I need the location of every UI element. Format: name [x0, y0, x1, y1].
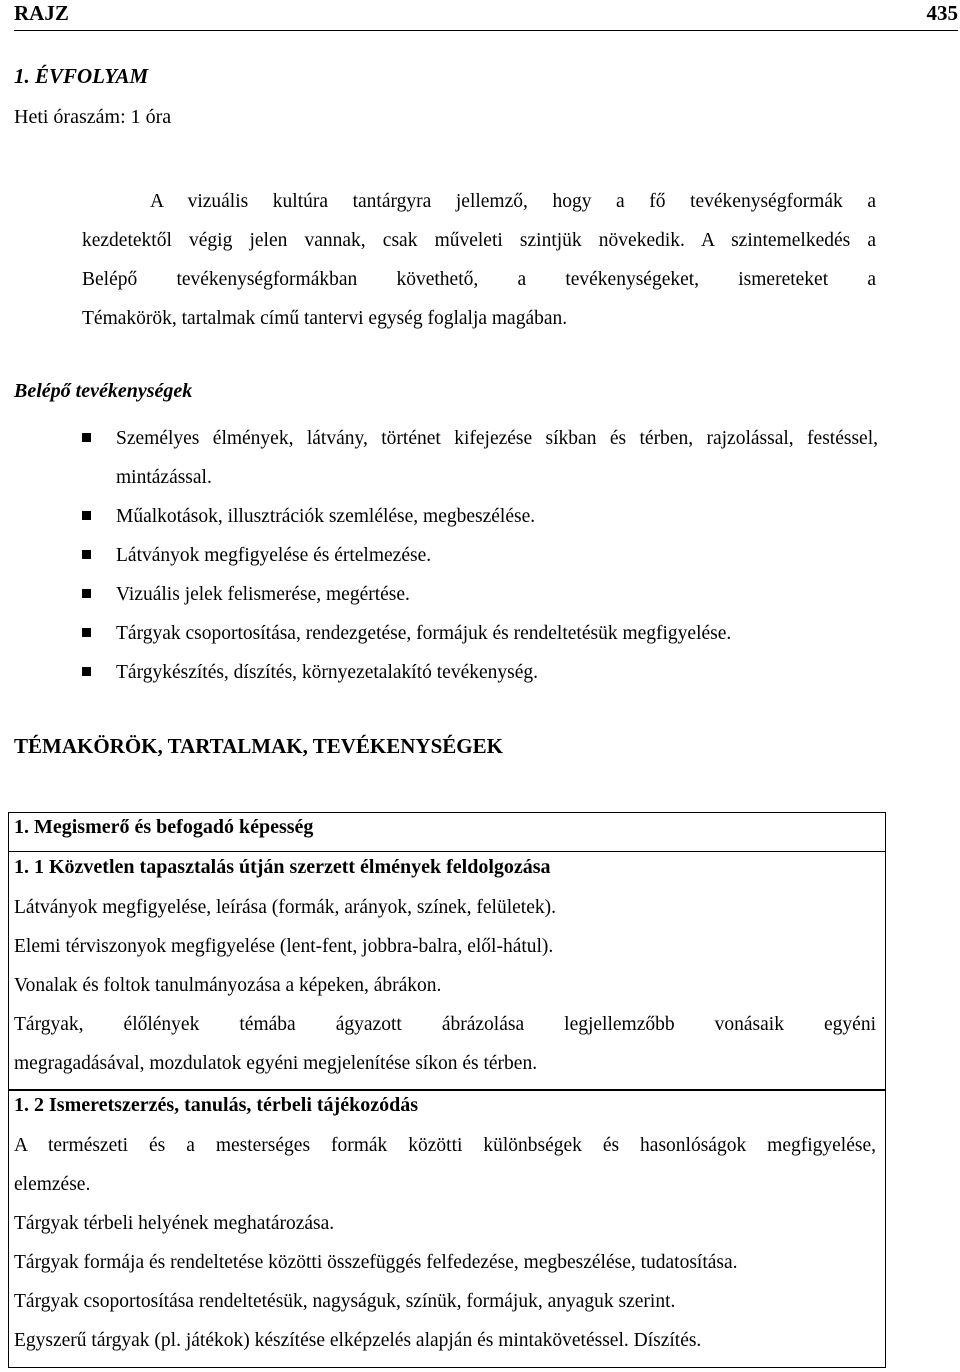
square-bullet-icon — [82, 628, 91, 637]
intro-line: A vizuális kultúra tantárgyra jellemző, hogy a fő tevékenységformák a — [150, 191, 876, 212]
weekly-hours: Heti óraszám: 1 óra — [14, 106, 172, 128]
list-item-text: Látványok megfigyelése és értelmezése. — [116, 545, 432, 566]
subject-title: RAJZ — [14, 1, 69, 25]
list-item — [82, 497, 878, 536]
paragraph-line: Tárgyak, élőlények témába ágyazott ábrázolása legjellemzőbb vonásaik egyéni — [14, 1014, 876, 1035]
paragraph-line: Látványok megfigyelése, leírása (formák, arányok, színek, felületek). — [14, 897, 556, 918]
intro-line: kezdetektől végig jelen vannak, csak műveleti szintjük növekedik. A szintemelkedés a — [82, 230, 876, 251]
topics-heading: TÉMAKÖRÖK, TARTALMAK, TEVÉKENYSÉGEK — [14, 734, 503, 758]
list-item-text: Műalkotások, illusztrációk szemlélése, megbeszélése. — [116, 506, 536, 527]
square-bullet-icon — [82, 511, 91, 520]
intro-line: Belépő tevékenységformákban követhető, a tevékenységeket, ismereteket a — [82, 269, 876, 290]
entry-activities-list — [82, 419, 878, 692]
page-header — [14, 0, 958, 31]
list-item-text: Tárgykészítés, díszítés, környezetalakító tevékenység. — [116, 662, 538, 683]
subsection-1-2-title: 1. 2 Ismeretszerzés, tanulás, térbeli tájékozódás — [14, 1094, 418, 1116]
list-item-text: Személyes élmények, látvány, történet kifejezése síkban és térben, rajzolással, festéssel, mintázással. — [116, 428, 878, 488]
paragraph-line: A természeti és a mesterséges formák közötti különbségek és hasonlóságok megfigyelése, — [14, 1135, 876, 1156]
list-item — [82, 536, 878, 575]
square-bullet-icon — [82, 589, 91, 598]
list-item-text: Vizuális jelek felismerése, megértése. — [116, 584, 410, 605]
entry-activities-title: Belépő tevékenységek — [14, 380, 193, 402]
intro-line: Témakörök, tartalmak című tantervi egység foglalja magában. — [82, 308, 568, 329]
paragraph-line: Tárgyak térbeli helyének meghatározása. — [14, 1213, 335, 1234]
subsection-1-1-title: 1. 1 Közvetlen tapasztalás útján szerzett élmények feldolgozása — [14, 856, 551, 878]
paragraph-line: elemzése. — [14, 1174, 91, 1195]
list-item — [82, 419, 878, 497]
paragraph-line: Tárgyak csoportosítása rendeltetésük, nagyságuk, színük, formájuk, anyaguk szerint. — [14, 1291, 676, 1312]
subsection-1-2-content — [14, 1126, 876, 1360]
paragraph-line: Vonalak és foltok tanulmányozása a képeken, ábrákon. — [14, 975, 442, 996]
intro-paragraph — [82, 182, 876, 338]
subsection-1-1-content — [14, 888, 876, 1083]
section-1-title: 1. Megismerő és befogadó képesség — [14, 816, 314, 838]
list-item — [82, 653, 878, 692]
paragraph-line: Egyszerű tárgyak (pl. játékok) készítése elképzelés alapján és mintakövetéssel. Díszítés. — [14, 1330, 702, 1351]
page-number: 435 — [926, 1, 958, 25]
square-bullet-icon — [82, 550, 91, 559]
paragraph-line: megragadásával, mozdulatok egyéni megjelenítése síkon és térben. — [14, 1053, 538, 1074]
paragraph-line: Tárgyak formája és rendeltetése közötti összefüggés felfedezése, megbeszélése, tudatosítása. — [14, 1252, 738, 1273]
list-item-text: Tárgyak csoportosítása, rendezgetése, formájuk és rendeltetésük megfigyelése. — [116, 623, 732, 644]
paragraph-line: Elemi térviszonyok megfigyelése (lent-fent, jobbra-balra, elől-hátul). — [14, 936, 554, 957]
list-item — [82, 575, 878, 614]
square-bullet-icon — [82, 667, 91, 676]
list-item — [82, 614, 878, 653]
grade-heading: 1. ÉVFOLYAM — [14, 64, 149, 88]
square-bullet-icon — [82, 433, 91, 442]
